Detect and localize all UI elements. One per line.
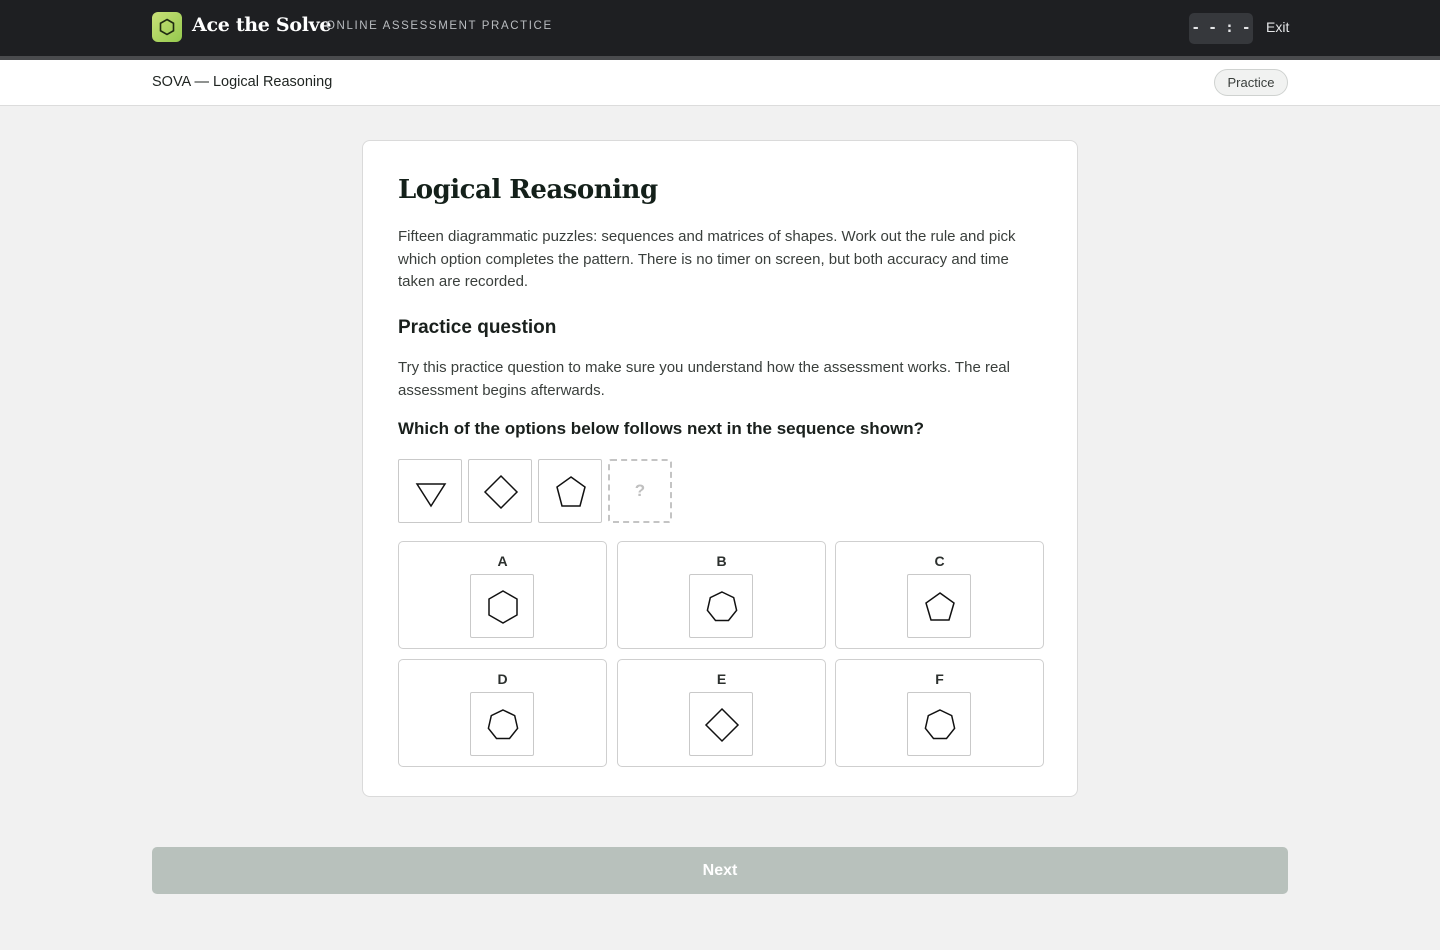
sequence-item-1 bbox=[398, 459, 462, 523]
heptagon-icon bbox=[908, 693, 972, 757]
option-shape-box bbox=[470, 574, 534, 638]
diamond-icon bbox=[469, 460, 533, 524]
option-d[interactable] bbox=[398, 659, 607, 767]
page-title: Logical Reasoning bbox=[398, 175, 658, 205]
option-e[interactable] bbox=[617, 659, 826, 767]
sequence-item-3 bbox=[538, 459, 602, 523]
section-title: Practice question bbox=[398, 317, 557, 338]
question-card bbox=[362, 140, 1078, 797]
heptagon-icon bbox=[471, 693, 535, 757]
mode-badge: Practice bbox=[1214, 69, 1288, 96]
intro-text: Fifteen diagrammatic puzzles: sequences and matrices of shapes. Work out the rule and pick which option completes the pattern. There is no timer on screen, but both accuracy and time taken are recorded. bbox=[398, 228, 1016, 290]
sequence-blank: ? bbox=[608, 459, 672, 523]
option-letter: E bbox=[716, 671, 727, 687]
brand-name: Ace the Solve bbox=[192, 14, 332, 36]
diamond-icon bbox=[690, 693, 754, 757]
sub-header bbox=[0, 60, 1440, 106]
timer-display: - - : - bbox=[1189, 13, 1253, 44]
top-bar bbox=[0, 0, 1440, 56]
question-text: Which of the options below follows next in the sequence shown? bbox=[398, 419, 925, 438]
next-button[interactable]: Next bbox=[152, 847, 1288, 894]
hexagon-icon bbox=[471, 575, 535, 639]
option-letter: F bbox=[935, 671, 944, 687]
option-shape-box bbox=[907, 574, 971, 638]
option-letter: C bbox=[934, 553, 945, 569]
brand-logo bbox=[152, 12, 182, 42]
option-c[interactable] bbox=[835, 541, 1044, 649]
option-letter: A bbox=[497, 553, 508, 569]
section-text: Try this practice question to make sure you understand how the assessment works. The real assessment begins afterwards. bbox=[398, 359, 1010, 399]
option-b[interactable] bbox=[617, 541, 826, 649]
heptagon-icon bbox=[690, 575, 754, 639]
option-shape-box bbox=[689, 574, 753, 638]
option-shape-box bbox=[470, 692, 534, 756]
sequence-item-2 bbox=[468, 459, 532, 523]
option-shape-box bbox=[907, 692, 971, 756]
exit-link[interactable]: Exit bbox=[1266, 19, 1290, 35]
hexagon-icon bbox=[158, 18, 176, 36]
option-f[interactable] bbox=[835, 659, 1044, 767]
assessment-title: SOVA — Logical Reasoning bbox=[152, 74, 333, 90]
option-letter: D bbox=[497, 671, 508, 687]
pentagon-icon bbox=[539, 460, 603, 524]
option-letter: B bbox=[716, 553, 727, 569]
option-a[interactable] bbox=[398, 541, 607, 649]
brand-tagline: ONLINE ASSESSMENT PRACTICE bbox=[326, 20, 553, 32]
option-shape-box bbox=[689, 692, 753, 756]
pentagon-icon bbox=[908, 575, 972, 639]
triangle-down-icon bbox=[399, 460, 463, 524]
